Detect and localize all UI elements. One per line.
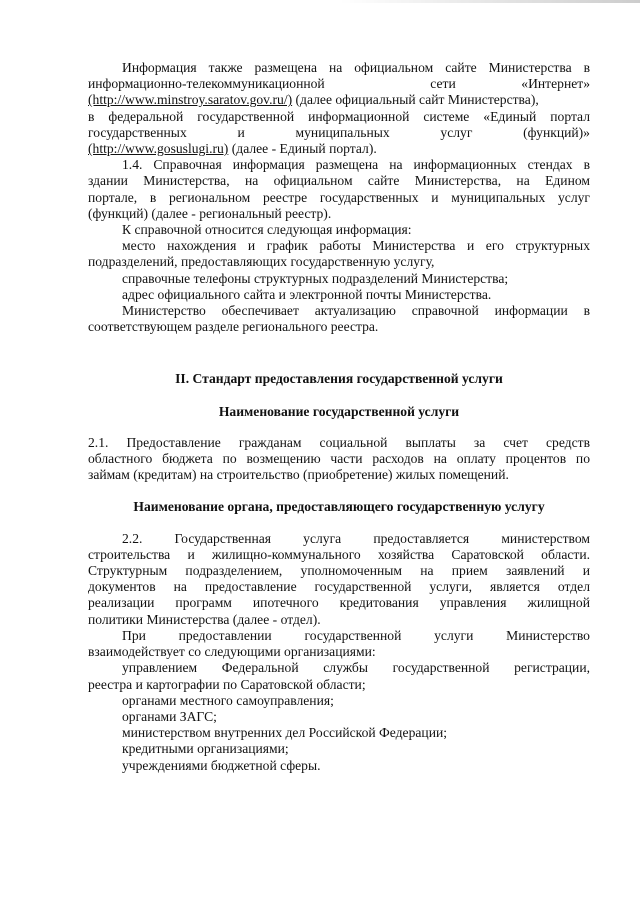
text-fragment: услуга [303,530,342,546]
text-fragment: (далее - Единый портал). [231,141,377,157]
text-fragment: 2.2. [122,530,143,546]
text-fragment: услуг [440,124,473,140]
text-line: соответствующем разделе регионального реестра. [88,319,379,335]
ministry-website-paragraph [88,60,590,157]
list-item: министерством внутренних дел Российской Федерации; [122,725,448,741]
text-line: документов на предоставление государственной услуги, является отдел [88,579,590,595]
text-line: строительства и жилищно-коммунального хозяйства Саратовской области. [88,546,590,562]
scan-edge-shadow [340,0,640,3]
text-line [88,628,590,644]
text-line: политики Министерства (далее - отдел). [88,611,321,627]
text-fragment: муниципальных [295,124,390,140]
text-fragment: (далее официальный сайт Министерства), [295,92,539,108]
text-fragment: государственных [88,124,187,140]
text-fragment: Государственная [174,530,272,546]
text-line [88,531,590,547]
list-item: кредитными организациями; [122,741,289,757]
text-line: Структурным подразделением, уполномоченным на прием заявлений и [88,563,590,579]
text-line [88,125,590,141]
text-fragment: (функций)» [523,124,590,140]
text-line: 1.4. Справочная информация размещена на информационных стендах в [122,157,590,173]
text-line: портале, в региональном реестре государственных и муниципальных услуг [88,189,590,205]
text-line [88,76,590,92]
text-line [88,141,590,157]
text-line: 2.1. Предоставление гражданам социальной выплаты за счет средств [88,434,590,450]
actualization-paragraph [88,303,590,335]
paragraph-2-2 [88,531,590,628]
text-line: в федеральной государственной информационной системе «Единый портал [88,108,590,124]
text-line: областного бюджета по возмещению части расходов на оплату процентов по [88,451,590,467]
paragraph-2-1 [88,435,590,484]
text-line: подразделений, предоставляющих государственную услугу, [88,254,435,270]
text-fragment: сети [430,76,456,92]
list-item: реестра и картографии по Саратовской области; [88,676,366,692]
service-name-heading: Наименование государственной услуги [218,403,460,419]
document-body [88,60,590,774]
text-fragment: министерством [501,530,590,546]
ministry-url-link[interactable]: (http://www.minstroy.saratov.gov.ru/) [88,92,293,108]
text-line: займам (кредитам) на строительство (приобретение) жилых помещений. [88,467,509,483]
phones-paragraph: справочные телефоны структурных подразделений Министерства; [122,270,509,286]
text-line: здании Министерства, на официальном сайте Министерства, на Едином [88,173,590,189]
list-item: учреждениями бюджетной сферы. [122,757,321,773]
paragraph-1-4 [88,157,590,222]
text-fragment: предоставляется [373,530,470,546]
text-fragment: информационно-телекоммуникационной [88,76,325,92]
text-fragment: При [122,627,146,643]
section-2-title: II. Стандарт предоставления государственной услуги [175,371,503,387]
text-line: взаимодействует со следующими организациями: [88,644,376,660]
location-paragraph [88,238,590,270]
text-fragment: Министерство [506,627,590,643]
text-line: Министерство обеспечивает актуализацию справочной информации в [122,303,590,319]
reference-info-intro: К справочной относится следующая информация: [122,222,412,238]
text-line: реализации программ ипотечного кредитования управления жилищной [88,595,590,611]
text-line: (функций) (далее - региональный реестр). [88,205,332,221]
list-item: управлением Федеральной службы государственной регистрации, [122,660,590,676]
gosuslugi-url-link[interactable]: (http://www.gosuslugi.ru) [88,141,229,157]
text-fragment: государственной [304,627,402,643]
text-line [88,92,590,108]
text-fragment: и [237,124,245,140]
text-fragment: предоставлении [178,627,272,643]
interaction-paragraph [88,628,590,660]
authority-name-heading: Наименование органа, предоставляющего государственную услугу [133,499,545,515]
organizations-list [88,660,590,773]
list-item: органами ЗАГС; [122,708,217,724]
text-line: Информация также размещена на официальном сайте Министерства в [122,60,590,75]
address-paragraph: адрес официального сайта и электронной почты Министерства. [122,286,492,302]
text-fragment: услуги [434,627,474,643]
list-item: органами местного самоуправления; [122,692,334,708]
text-line: место нахождения и график работы Министерства и его структурных [122,238,590,254]
text-fragment: «Интернет» [521,76,590,92]
